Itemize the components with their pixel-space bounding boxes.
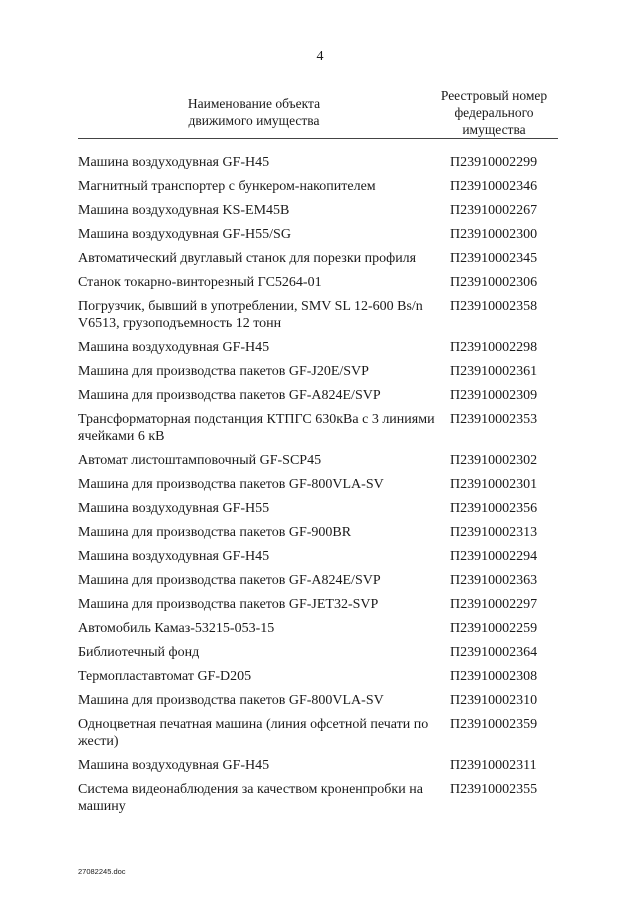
item-name: Машина воздуходувная GF-H55/SG [78, 227, 291, 242]
item-name: Машина для производства пакетов GF-900BR [78, 525, 352, 540]
table-row [78, 226, 558, 243]
item-name: Машина для производства пакетов GF-J20E/SVP [78, 364, 369, 379]
registry-number: П23910002308 [450, 669, 538, 684]
table-row [78, 668, 558, 685]
registry-number: П23910002309 [450, 388, 538, 403]
registry-number: П23910002267 [450, 203, 538, 218]
registry-number: П23910002356 [450, 501, 538, 516]
registry-number: П23910002313 [450, 525, 538, 540]
registry-number: П23910002302 [450, 453, 538, 468]
table-row [78, 716, 558, 750]
item-name: Машина воздуходувная GF-H55 [78, 501, 270, 516]
table-row [78, 692, 558, 709]
item-name: Машина воздуходувная GF-H45 [78, 155, 270, 170]
item-name: Станок токарно-винторезный ГС5264-01 [78, 275, 322, 290]
table-row [78, 757, 558, 774]
column-header-registry-line2: федерального [454, 105, 534, 120]
table-row [78, 452, 558, 469]
item-name: Погрузчик, бывший в употреблении, SMV SL 12-600 Bs/n V6513, грузоподъемность 12 тонн [78, 299, 423, 331]
table-row [78, 596, 558, 613]
item-name: Машина для производства пакетов GF-A824E/SVP [78, 573, 381, 588]
registry-number: П23910002363 [450, 573, 538, 588]
table-row [78, 411, 558, 445]
column-header-registry-line3: имущества [462, 122, 526, 137]
table-row [78, 363, 558, 380]
item-name: Библиотечный фонд [78, 645, 200, 660]
table-row [78, 298, 558, 332]
table-row [78, 339, 558, 356]
table-row [78, 524, 558, 541]
item-name: Машина для производства пакетов GF-A824E/SVP [78, 388, 381, 403]
table-row [78, 781, 558, 815]
registry-number: П23910002298 [450, 340, 538, 355]
registry-number: П23910002345 [450, 251, 538, 266]
registry-number: П23910002300 [450, 227, 538, 242]
item-name: Система видеонаблюдения за качеством кроненпробки на машину [78, 782, 423, 814]
registry-number: П23910002294 [450, 549, 538, 564]
registry-number: П23910002306 [450, 275, 538, 290]
item-name: Термопластавтомат GF-D205 [78, 669, 252, 684]
item-name: Автомат листоштамповочный GF-SCP45 [78, 453, 322, 468]
registry-number: П23910002361 [450, 364, 538, 379]
registry-number: П23910002310 [450, 693, 538, 708]
item-name: Автоматический двуглавый станок для порезки профиля [78, 251, 417, 266]
item-name: Машина для производства пакетов GF-JET32-SVP [78, 597, 379, 612]
item-name: Машина для производства пакетов GF-800VLA-SV [78, 693, 384, 708]
table-row [78, 476, 558, 493]
registry-number: П23910002358 [450, 299, 538, 314]
registry-number: П23910002297 [450, 597, 538, 612]
registry-number: П23910002259 [450, 621, 538, 636]
table-row [78, 500, 558, 517]
table-row [78, 572, 558, 589]
item-name: Машина для производства пакетов GF-800VLA-SV [78, 477, 384, 492]
table-row [78, 202, 558, 219]
table-row [78, 387, 558, 404]
item-name: Машина воздуходувная GF-H45 [78, 758, 270, 773]
registry-number: П23910002301 [450, 477, 538, 492]
table-row [78, 154, 558, 171]
registry-number: П23910002359 [450, 717, 538, 732]
header-divider [78, 138, 558, 139]
document-filename: 27082245.doc [78, 867, 126, 876]
column-header-name [78, 95, 430, 129]
property-table [78, 154, 558, 822]
registry-number: П23910002299 [450, 155, 538, 170]
column-header-registry [430, 87, 558, 138]
item-name: Автомобиль Камаз-53215-053-15 [78, 621, 275, 636]
item-name: Машина воздуходувная GF-H45 [78, 340, 270, 355]
table-row [78, 644, 558, 661]
column-header-registry-line1: Реестровый номер [440, 88, 548, 103]
item-name: Магнитный транспортер с бункером-накопителем [78, 179, 376, 194]
item-name: Одноцветная печатная машина (линия офсетной печати по жести) [78, 717, 429, 749]
table-row [78, 548, 558, 565]
table-header [78, 87, 558, 139]
registry-number: П23910002355 [450, 782, 538, 797]
table-row [78, 250, 558, 267]
item-name: Машина воздуходувная KS-EM45B [78, 203, 290, 218]
table-row [78, 620, 558, 637]
column-header-name-line1: Наименование объекта [187, 96, 321, 111]
registry-number: П23910002346 [450, 179, 538, 194]
registry-number: П23910002364 [450, 645, 538, 660]
table-row [78, 178, 558, 195]
column-header-name-line2: движимого имущества [188, 113, 320, 128]
item-name: Машина воздуходувная GF-H45 [78, 549, 270, 564]
registry-number: П23910002311 [450, 758, 537, 773]
item-name: Трансформаторная подстанция КТПГС 630кВа с 3 линиями ячейками 6 кВ [78, 412, 435, 444]
page-number: 4 [316, 49, 324, 64]
table-row [78, 274, 558, 291]
registry-number: П23910002353 [450, 412, 538, 427]
